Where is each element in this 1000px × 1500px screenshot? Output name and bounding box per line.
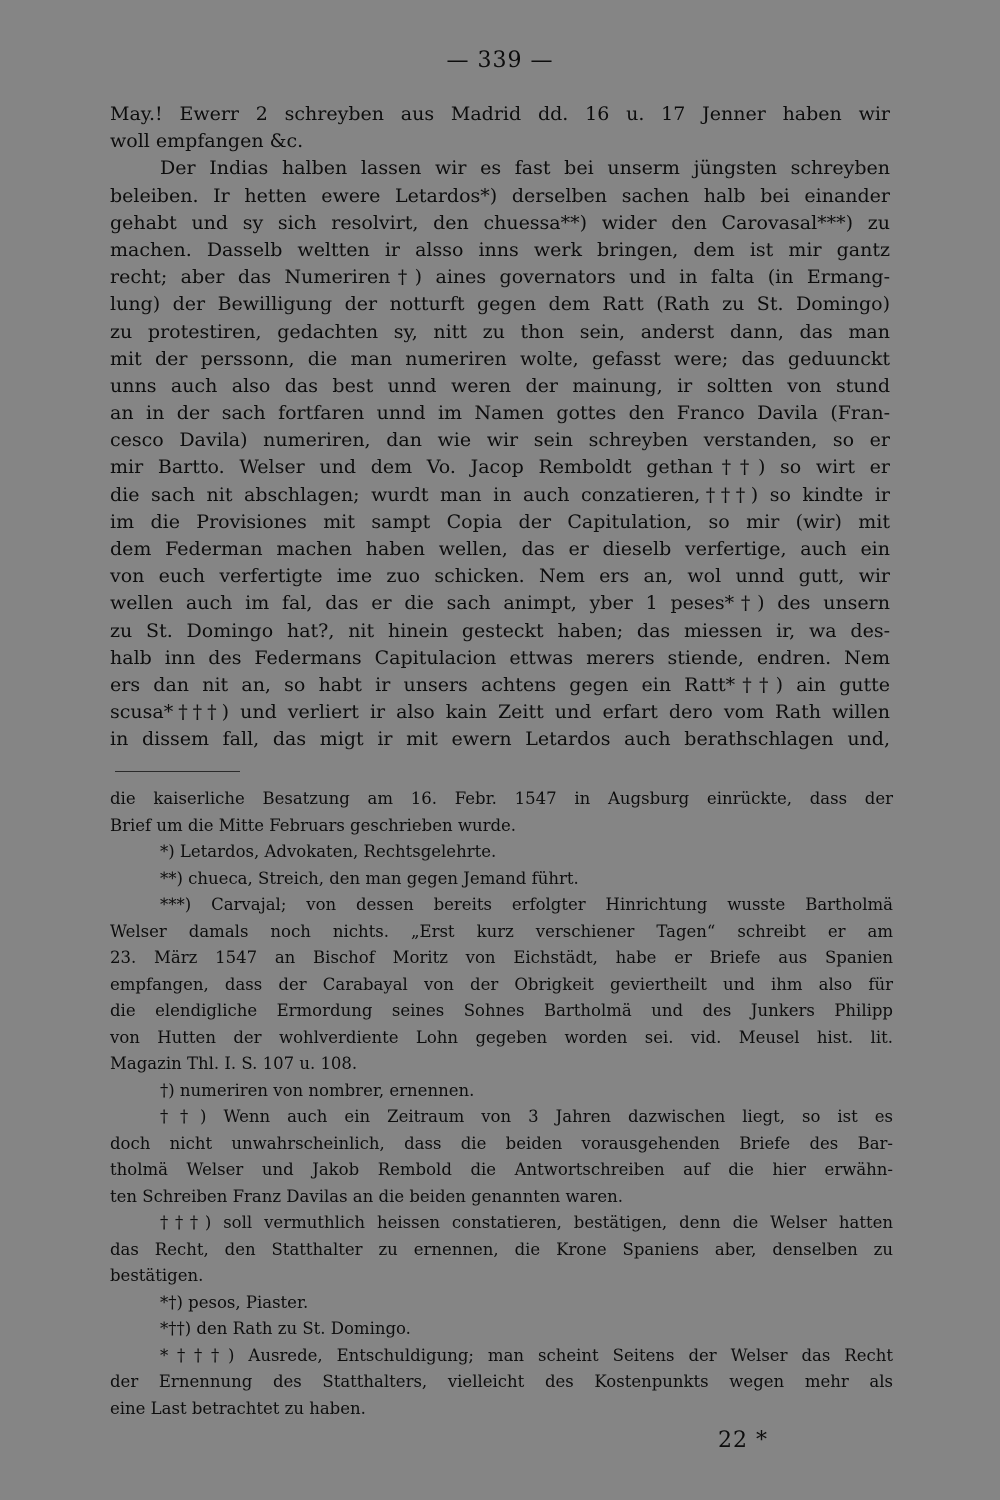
page-number: — 339 —	[446, 48, 554, 73]
footnote-line: das Recht, den Statthalter zu ernennen, die Krone Spaniens aber, denselben zu	[110, 1239, 893, 1259]
text-line: machen. Dasselb weltten ir alsso inns werk bringen, dem ist mir gantz	[110, 238, 890, 261]
text-line: unns auch also das best unnd weren der mainung, ir soltten von stund	[110, 374, 890, 397]
text-line: zu St. Domingo hat?, nit hinein gesteckt haben; das miessen ir, wa des-	[110, 619, 890, 642]
text-line: scusa*†††) und verliert ir also kain Zeitt und erfart dero vom Rath willen	[110, 701, 890, 724]
footnote-line: von Hutten der wohlverdiente Lohn gegeben worden sei. vid. Meusel hist. lit.	[110, 1027, 893, 1047]
footnote-line: *†††) Ausrede, Entschuldigung; man scheint Seitens der Welser das Recht	[160, 1345, 893, 1365]
text-line: beleiben. Ir hetten ewere Letardos*) derselben sachen halb bei einander	[110, 184, 890, 207]
text-line: halb inn des Federmans Capitulacion ettwas merers stiende, endren. Nem	[110, 646, 890, 669]
footnote-line: ††) Wenn auch ein Zeitraum von 3 Jahren dazwischen liegt, so ist es	[160, 1107, 893, 1126]
text-line: an in der sach fortfaren unnd im Namen gottes den Franco Davila (Fran-	[110, 402, 890, 425]
footnote-line: tholmä Welser und Jakob Rembold die Antwortschreiben auf die hier erwähn-	[110, 1160, 893, 1179]
text-line: Der Indias halben lassen wir es fast bei unserm jüngsten schreyben	[160, 157, 890, 180]
footnote-line: *) Letardos, Advokaten, Rechtsgelehrte.	[160, 842, 497, 861]
text-line: May.! Ewerr 2 schreyben aus Madrid dd. 16 u. 17 Jenner haben wir	[110, 103, 890, 125]
footnote-line: Welser damals noch nichts. „Erst kurz verschiener Tagen“ schreibt er am	[110, 921, 893, 941]
footnote-divider	[115, 771, 240, 772]
text-line: gehabt und sy sich resolvirt, den chuessa**) wider den Carovasal***) zu	[110, 211, 890, 234]
main-text	[110, 101, 890, 754]
footnote-line: ***) Carvajal; von dessen bereits erfolgter Hinrichtung wusste Bartholmä	[160, 895, 893, 914]
footnote-line: die elendigliche Ermordung seines Sohnes Bartholmä und des Junkers Philipp	[110, 1001, 893, 1020]
text-line: im die Provisiones mit sampt Copia der Capitulation, so mir (wir) mit	[110, 510, 890, 533]
footnote-line: bestätigen.	[110, 1266, 204, 1285]
text-line: woll empfangen &c.	[110, 130, 304, 153]
text-line: mit der perssonn, die man numeriren wolte, gefasst were; das geduunckt	[110, 347, 890, 370]
footnote-line: †) numeriren von nombrer, ernennen.	[160, 1080, 475, 1100]
text-line: lung) der Bewilligung der notturft gegen dem Ratt (Rath zu St. Domingo)	[110, 293, 890, 316]
text-line: cesco Davila) numeriren, dan wie wir sein schreyben verstanden, so er	[110, 429, 890, 452]
footnote-line: eine Last betrachtet zu haben.	[110, 1398, 366, 1418]
text-line: mir Bartto. Welser und dem Vo. Jacop Remboldt gethan††) so wirt er	[110, 456, 890, 479]
footnote-line: die kaiserliche Besatzung am 16. Febr. 1547 in Augsburg einrückte, dass der	[110, 789, 893, 808]
footnote-line: empfangen, dass der Carabayal von der Obrigkeit geviertheilt und ihm also für	[110, 974, 893, 994]
footnote-line: *†) pesos, Piaster.	[160, 1292, 309, 1312]
text-line: die sach nit abschlagen; wurdt man in auch conzatieren,†††) so kindte ir	[110, 483, 890, 506]
footnote-line: Magazin Thl. I. S. 107 u. 108.	[110, 1054, 358, 1073]
footnote-line: der Ernennung des Statthalters, vielleicht des Kostenpunkts wegen mehr als	[110, 1372, 893, 1391]
text-line: ers dan nit an, so habt ir unsers achtens gegen ein Ratt*††) ain gutte	[110, 673, 890, 696]
text-line: recht; aber das Numeriren†) aines governators und in falta (in Ermang-	[110, 266, 890, 289]
footnote-line: 23. März 1547 an Bischof Moritz von Eichstädt, habe er Briefe aus Spanien	[110, 948, 893, 967]
text-line: dem Federman machen haben wellen, das er dieselb verfertige, auch ein	[110, 538, 890, 560]
footnote-line: †††) soll vermuthlich heissen constatieren, bestätigen, denn die Welser hatten	[160, 1213, 893, 1232]
footnote-line: **) chueca, Streich, den man gegen Jemand führt.	[160, 868, 579, 888]
footnote-line: Brief um die Mitte Februars geschrieben wurde.	[110, 815, 517, 835]
text-line: in dissem fall, das migt ir mit ewern Letardos auch berathschlagen und,	[110, 728, 890, 751]
text-line: wellen auch im fal, das er die sach animpt, yber 1 peses*†) des unsern	[110, 592, 890, 615]
footnote-line: doch nicht unwahrscheinlich, dass die beiden vorausgehenden Briefe des Bar-	[110, 1133, 893, 1153]
text-line: von euch verfertigte ime zuo schicken. Nem ers an, wol unnd gutt, wir	[110, 565, 890, 588]
footnotes	[110, 786, 893, 1422]
footnote-line: ten Schreiben Franz Davilas an die beiden genannten waren.	[110, 1186, 623, 1206]
sheet-signature: 22 *	[718, 1428, 768, 1453]
text-line: zu protestiren, gedachten sy, nitt zu thon sein, anderst dann, das man	[110, 320, 890, 343]
footnote-line: *††) den Rath zu St. Domingo.	[160, 1319, 411, 1338]
